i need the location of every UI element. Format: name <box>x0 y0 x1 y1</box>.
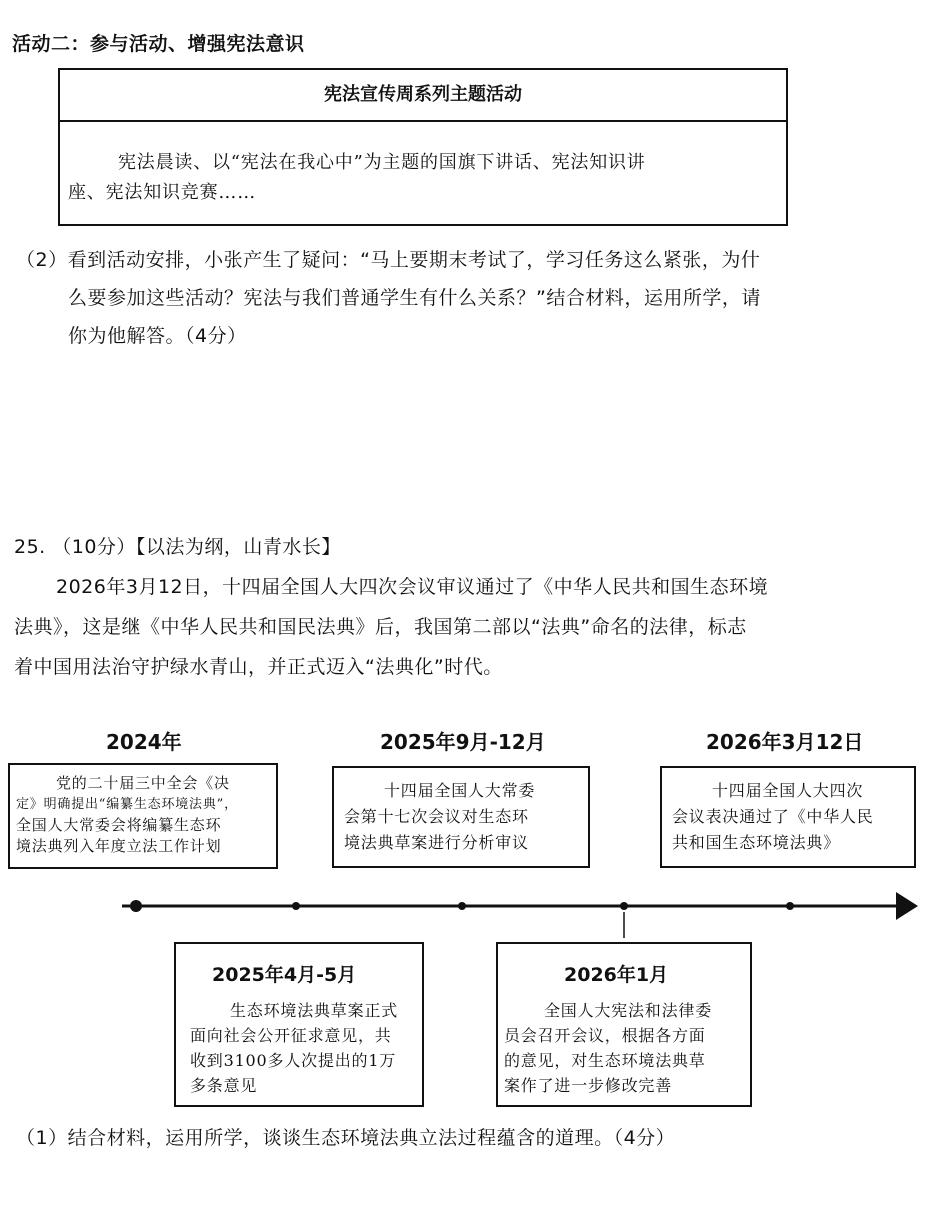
box1-line-1: 党的二十届三中全会《决 <box>56 774 230 792</box>
timeline-date-5: 2026年1月 <box>564 964 669 986</box>
timeline-box-2 <box>332 766 590 868</box>
timeline-date-3: 2026年3月12日 <box>706 730 864 754</box>
box3-line-2: 会议表决通过了《中华人民 <box>672 807 874 826</box>
timeline-dot-2 <box>292 902 300 910</box>
timeline-box-5 <box>496 942 752 1107</box>
box2-line-2: 会第十七次会议对生态环 <box>344 807 529 826</box>
timeline-dot-3 <box>458 902 466 910</box>
timeline-box-3 <box>660 766 916 868</box>
box4-line-1: 生态环境法典草案正式 <box>230 1001 399 1020</box>
table-title: 宪法宣传周系列主题活动 <box>60 70 786 122</box>
activity-table <box>58 68 788 226</box>
box5-line-4: 案作了进一步修改完善 <box>504 1076 673 1095</box>
activity-heading: 活动二：参与活动、增强宪法意识 <box>12 33 305 55</box>
box5-line-3: 的意见，对生态环境法典草 <box>504 1051 706 1070</box>
timeline-date-1: 2024年 <box>106 730 182 754</box>
q2-line-3: 你为他解答。（4分） <box>68 325 247 347</box>
box4-line-2: 面向社会公开征求意见，共 <box>190 1026 392 1045</box>
timeline-box-4 <box>174 942 424 1107</box>
q25-para-3: 着中国用法治守护绿水青山，并正式迈入“法典化”时代。 <box>14 656 503 678</box>
box1-line-3: 全国人大常委会将编纂生态环 <box>16 816 222 834</box>
box2-line-3: 境法典草案进行分析审议 <box>344 833 529 852</box>
timeline-box-1 <box>8 763 278 869</box>
timeline-axis <box>0 880 941 940</box>
q2-line-1: （2）看到活动安排，小张产生了疑问：“马上要期末考试了，学习任务这么紧张，为什 <box>16 249 761 271</box>
box1-line-4: 境法典列入年度立法工作计划 <box>16 837 222 855</box>
q2-line-2: 么要参加这些活动？宪法与我们普通学生有什么关系？”结合材料，运用所学，请 <box>68 287 761 309</box>
box5-line-1: 全国人大宪法和法律委 <box>544 1001 713 1020</box>
box2-line-1: 十四届全国人大常委 <box>384 781 536 800</box>
box5-text <box>504 998 712 1098</box>
timeline-dot-5 <box>786 902 794 910</box>
timeline-dot-1 <box>130 900 142 912</box>
box3-line-3: 共和国生态环境法典》 <box>672 833 841 852</box>
q25-para-2: 法典》，这是继《中华人民共和国民法典》后，我国第二部以“法典”命名的法律，标志 <box>14 616 747 638</box>
box3-line-1: 十四届全国人大四次 <box>712 781 864 800</box>
q25-para-1: 2026年3月12日，十四届全国人大四次会议审议通过了《中华人民共和国生态环境 <box>56 576 769 598</box>
timeline-date-2: 2025年9月-12月 <box>380 730 546 754</box>
timeline-dot-4 <box>620 902 628 910</box>
table-line-2: 座、宪法知识竞赛…… <box>68 182 256 203</box>
box4-line-3: 收到3100多人次提出的1万 <box>190 1051 397 1070</box>
table-line-1: 宪法晨读、以“宪法在我心中”为主题的国旗下讲话、宪法知识讲 <box>118 152 646 173</box>
timeline-date-4: 2025年4月-5月 <box>212 964 357 986</box>
box4-text <box>190 998 398 1098</box>
box1-line-2: 定》明确提出“编纂生态环境法典”， <box>16 797 238 812</box>
box5-line-2: 员会召开会议，根据各方面 <box>504 1026 706 1045</box>
box4-line-4: 多条意见 <box>190 1076 258 1095</box>
timeline-arrowhead <box>896 892 918 920</box>
q25-sub-1: （1）结合材料，运用所学，谈谈生态环境法典立法过程蕴含的道理。（4分） <box>16 1127 676 1149</box>
q25-title: 25. （10分）【以法为纲，山青水长】 <box>14 536 341 558</box>
